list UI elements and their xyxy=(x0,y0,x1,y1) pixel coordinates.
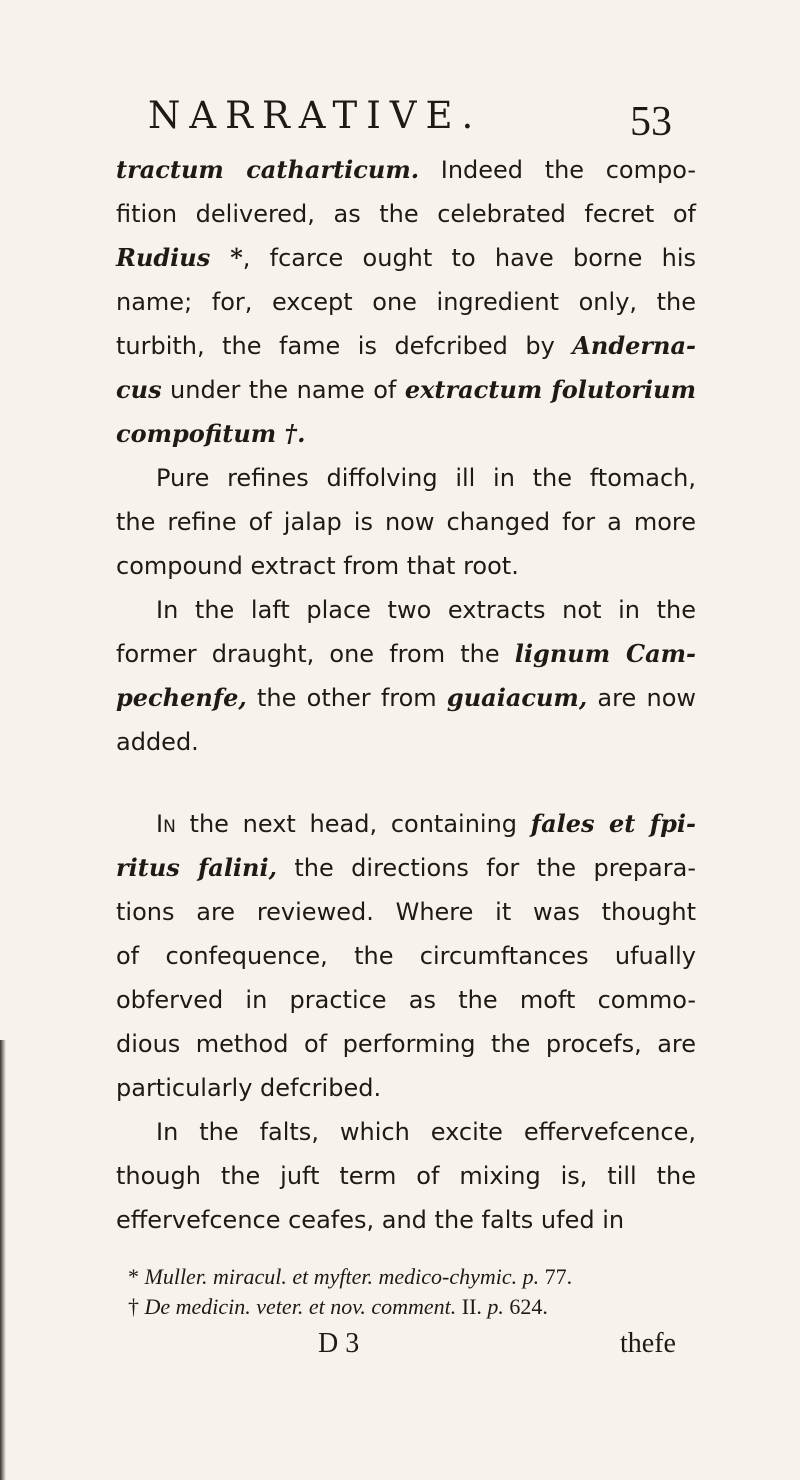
footnote xyxy=(116,1262,716,1292)
text-line xyxy=(116,1154,696,1198)
text-run: In the falts, which excite effervefcence, xyxy=(156,1118,696,1146)
text-run: the refine of jalap is now changed for a more xyxy=(116,508,696,536)
italic-run: lignum Cam- xyxy=(514,639,696,668)
text-line xyxy=(116,1066,696,1110)
text-line xyxy=(116,544,696,588)
italic-run: guaiacum, xyxy=(446,683,588,712)
page-number: 53 xyxy=(630,99,672,145)
text-run: * xyxy=(128,1264,145,1289)
paragraph xyxy=(116,456,696,588)
italic-run: fales et fpi- xyxy=(530,809,696,838)
text-run: former draught, one from the xyxy=(116,640,515,668)
text-line xyxy=(116,588,696,632)
text-line xyxy=(116,720,696,764)
text-line xyxy=(116,978,696,1022)
text-run: tions are reviewed. Where it was thought xyxy=(116,898,696,926)
text-line xyxy=(116,236,696,280)
text-run: of confequence, the circumftances ufually xyxy=(116,942,696,970)
text-line xyxy=(116,1198,696,1242)
text-line xyxy=(116,846,696,890)
text-line xyxy=(116,280,696,324)
text-run: name; for, except one ingredient only, the xyxy=(116,288,696,316)
text-run: † xyxy=(128,1294,145,1319)
italic-run: p. xyxy=(487,1294,504,1319)
text-run: the other from xyxy=(246,684,447,712)
text-line xyxy=(116,192,696,236)
text-line xyxy=(116,148,696,192)
italic-run: extractum folutorium xyxy=(404,375,697,404)
text-run: effervefcence ceafes, and the falts ufed in xyxy=(116,1206,625,1234)
text-run: Indeed the compo- xyxy=(419,156,696,184)
signature-line xyxy=(0,1328,800,1368)
text-run: though the juft term of mixing is, till the xyxy=(116,1162,696,1190)
text-line xyxy=(116,368,696,412)
text-line xyxy=(116,802,696,846)
text-run: under the name of xyxy=(161,376,405,404)
body-text xyxy=(116,148,696,1242)
text-run: particularly defcribed. xyxy=(116,1074,382,1102)
paragraph-gap xyxy=(116,764,696,802)
running-title: NARRATIVE. xyxy=(148,94,483,137)
text-run: dious method of performing the procefs, are xyxy=(116,1030,696,1058)
catchword: thefe xyxy=(620,1328,676,1359)
italic-run: De medicin. veter. et nov. comment. xyxy=(144,1294,457,1319)
text-run: 77. xyxy=(539,1264,573,1289)
text-run: In the laft place two extracts not in the xyxy=(156,596,696,624)
text-run: fition delivered, as the celebrated fecret of xyxy=(116,200,696,228)
running-head xyxy=(0,86,800,145)
italic-run: Muller. miracul. et myfter. medico-chymic. p. xyxy=(144,1264,540,1289)
signature-mark: D 3 xyxy=(318,1328,360,1359)
footnote xyxy=(116,1292,716,1322)
italic-run: compofitum †. xyxy=(116,419,306,448)
italic-run: Rudius * xyxy=(116,243,243,272)
text-run: II. xyxy=(456,1294,488,1319)
text-run: turbith, the fame is defcribed by xyxy=(116,332,573,360)
text-line xyxy=(116,934,696,978)
paragraph xyxy=(116,1110,696,1242)
binding-edge-shadow xyxy=(0,1040,6,1480)
text-line xyxy=(116,324,696,368)
text-line xyxy=(116,456,696,500)
footnotes xyxy=(116,1262,716,1322)
paragraph xyxy=(116,802,696,1110)
paragraph xyxy=(116,588,696,764)
text-line xyxy=(116,1022,696,1066)
italic-run: pechenfe, xyxy=(116,683,247,712)
text-line xyxy=(116,500,696,544)
text-line xyxy=(116,1110,696,1154)
text-line xyxy=(116,412,696,456)
text-run: compound extract from that root. xyxy=(116,552,519,580)
italic-run: Anderna- xyxy=(572,331,696,360)
italic-run: ritus falini, xyxy=(116,853,277,882)
text-run: obferved in practice as the moft commo- xyxy=(116,986,696,1014)
text-run: 624. xyxy=(503,1294,548,1319)
text-run: In xyxy=(156,810,176,838)
text-run: the next head, containing xyxy=(175,810,531,838)
text-run: Pure refines diffolving ill in the ftomach, xyxy=(156,464,696,492)
text-line xyxy=(116,890,696,934)
text-run: , fcarce ought to have borne his xyxy=(242,244,696,272)
italic-run: cus xyxy=(116,375,162,404)
text-line xyxy=(116,676,696,720)
paragraph xyxy=(116,148,696,456)
text-run: are now xyxy=(587,684,696,712)
text-line xyxy=(116,632,696,676)
text-run: added. xyxy=(116,728,199,756)
italic-run: tractum catharticum. xyxy=(116,155,420,184)
text-run: the directions for the prepara- xyxy=(276,854,696,882)
